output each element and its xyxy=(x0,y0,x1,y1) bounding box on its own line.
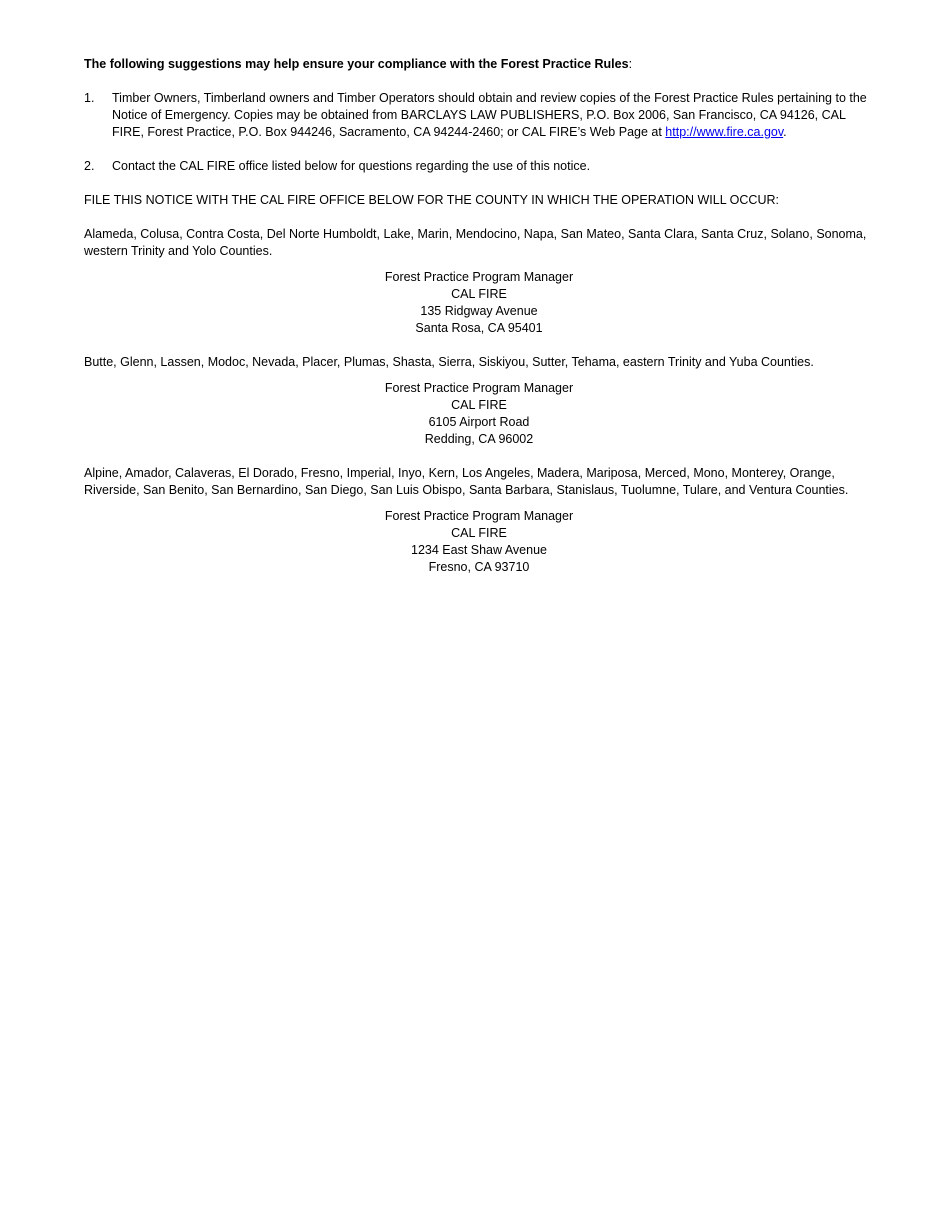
county-list: Alpine, Amador, Calaveras, El Dorado, Fresno, Imperial, Inyo, Kern, Los Angeles, Madera, Mariposa, Merced, Mono, Monterey, Orange, Riverside, San Benito, San Bernardino, San Diego, San Luis Obispo, Santa Barbara, Stanislaus, Tuolumne, Tulare, and Ventura Counties. xyxy=(84,466,849,497)
heading-colon: : xyxy=(628,57,633,71)
list-item-text: Contact the CAL FIRE office listed below for questions regarding the use of this notice. xyxy=(112,159,591,173)
address-title: Forest Practice Program Manager xyxy=(384,509,574,523)
address-street: 6105 Airport Road xyxy=(428,415,530,429)
list-item-suffix: . xyxy=(783,125,787,139)
address-city: Fresno, CA 93710 xyxy=(428,560,530,574)
address-street: 135 Ridgway Avenue xyxy=(420,304,538,318)
list-text xyxy=(112,90,874,141)
heading-text: The following suggestions may help ensure your compliance with the Forest Practice Rules xyxy=(84,57,629,71)
address-street: 1234 East Shaw Avenue xyxy=(411,543,547,557)
address-org: CAL FIRE xyxy=(451,398,507,412)
office-address xyxy=(84,380,874,448)
address-org: CAL FIRE xyxy=(451,287,507,301)
document-heading xyxy=(84,56,874,73)
list-item xyxy=(84,90,874,141)
office-address xyxy=(84,269,874,337)
fire-website-link[interactable]: http://www.fire.ca.gov xyxy=(665,125,784,139)
file-notice-text: FILE THIS NOTICE WITH THE CAL FIRE OFFICE BELOW FOR THE COUNTY IN WHICH THE OPERATION WILL OCCUR: xyxy=(84,193,779,207)
list-item-text: Timber Owners, Timberland owners and Timber Operators should obtain and review copies of the Forest Practice Rules pertaining to the Notice of Emergency. Copies may be obtained from BARCLAYS LAW PUBLISHERS, P.O. Box 2006, San Francisco, CA 94126, CAL FIRE, Forest Practice, P.O. Box 944246, Sacramento, CA 94244-2460; or CAL FIRE’s Web Page at xyxy=(112,91,867,139)
document-page xyxy=(84,56,874,593)
county-list: Alameda, Colusa, Contra Costa, Del Norte Humboldt, Lake, Marin, Mendocino, Napa, San Mateo, Santa Clara, Santa Cruz, Solano, Sonoma, western Trinity and Yolo Counties. xyxy=(84,227,867,258)
address-title: Forest Practice Program Manager xyxy=(384,381,574,395)
list-number: 2. xyxy=(84,159,95,173)
list-item xyxy=(84,158,874,175)
office-address xyxy=(84,508,874,576)
list-number: 1. xyxy=(84,91,95,105)
address-org: CAL FIRE xyxy=(451,526,507,540)
address-city: Santa Rosa, CA 95401 xyxy=(415,321,543,335)
county-list: Butte, Glenn, Lassen, Modoc, Nevada, Placer, Plumas, Shasta, Sierra, Siskiyou, Sutter, Tehama, eastern Trinity and Yuba Counties. xyxy=(84,355,814,369)
address-city: Redding, CA 96002 xyxy=(424,432,534,446)
address-title: Forest Practice Program Manager xyxy=(384,270,574,284)
